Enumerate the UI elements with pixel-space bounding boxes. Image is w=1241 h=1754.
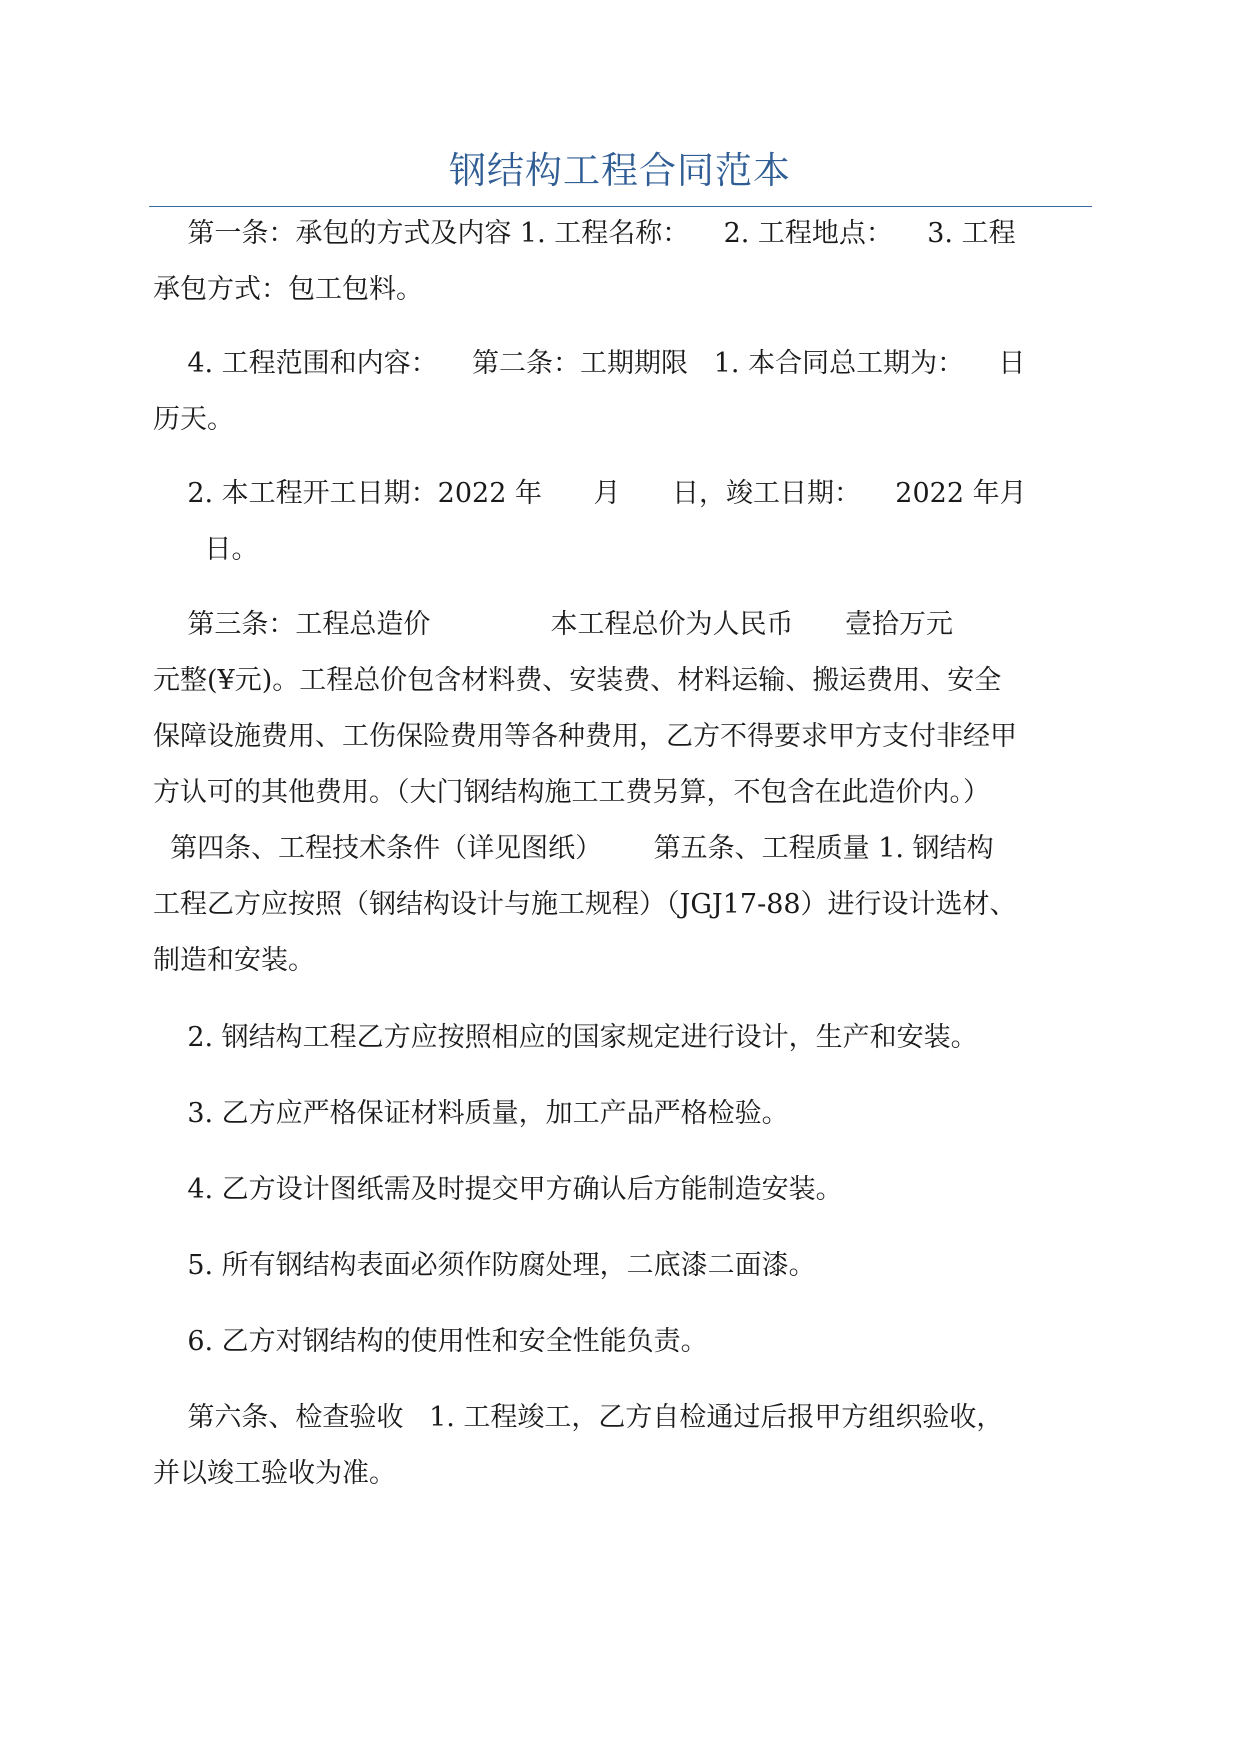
article-5-item-4: 4. 乙方设计图纸需及时提交甲方确认后方能制造安装。 (153, 1174, 843, 1205)
article-5-item-2: 2. 钢结构工程乙方应按照相应的国家规定进行设计，生产和安装。 (153, 1022, 978, 1053)
article-5-item-5: 5. 所有钢结构表面必须作防腐处理，二底漆二面漆。 (153, 1250, 816, 1281)
article-1-item-4-line-1: 4. 工程范围和内容： 第二条：工期期限 1. 本合同总工期为： 日 (153, 348, 1026, 379)
article-3-line-3: 保障设施费用、工伤保险费用等各种费用，乙方不得要求甲方支付非经甲 (153, 721, 1017, 752)
article-1-item-4-line-2: 历天。 (153, 404, 234, 435)
document-title: 钢结构工程合同范本 (449, 149, 791, 192)
article-6-line-2: 并以竣工验收为准。 (153, 1458, 396, 1489)
article-5-item-6: 6. 乙方对钢结构的使用性和安全性能负责。 (153, 1326, 708, 1357)
article-6-line-1: 第六条、检查验收 1. 工程竣工，乙方自检通过后报甲方组织验收， (153, 1402, 1004, 1433)
article-5-item-3: 3. 乙方应严格保证材料质量，加工产品严格检验。 (153, 1098, 789, 1129)
article-3-line-1: 第三条：工程总造价 本工程总价为人民币 壹拾万元 (153, 609, 953, 640)
article-4-5-line-3: 制造和安装。 (153, 945, 315, 976)
article-4-5-line-1: 第四条、工程技术条件（详见图纸） 第五条、工程质量 1. 钢结构 (153, 833, 994, 864)
article-1-line-1: 第一条：承包的方式及内容 1. 工程名称： 2. 工程地点： 3. 工程 (153, 218, 1016, 249)
article-3-line-4: 方认可的其他费用。（大门钢结构施工工费另算，不包含在此造价内。） (153, 777, 990, 808)
article-2-item-2-line-1: 2. 本工程开工日期：2022 年 月 日，竣工日期： 2022 年月 (153, 478, 1027, 509)
article-1-line-2: 承包方式：包工包料。 (153, 274, 423, 305)
article-4-5-line-2: 工程乙方应按照（钢结构设计与施工规程）（JGJ17-88）进行设计选材、 (153, 889, 1017, 920)
article-3-line-2: 元整(¥元)。工程总价包含材料费、安装费、材料运输、搬运费用、安全 (153, 665, 1002, 696)
article-2-item-2-line-2: 日。 (153, 534, 259, 565)
